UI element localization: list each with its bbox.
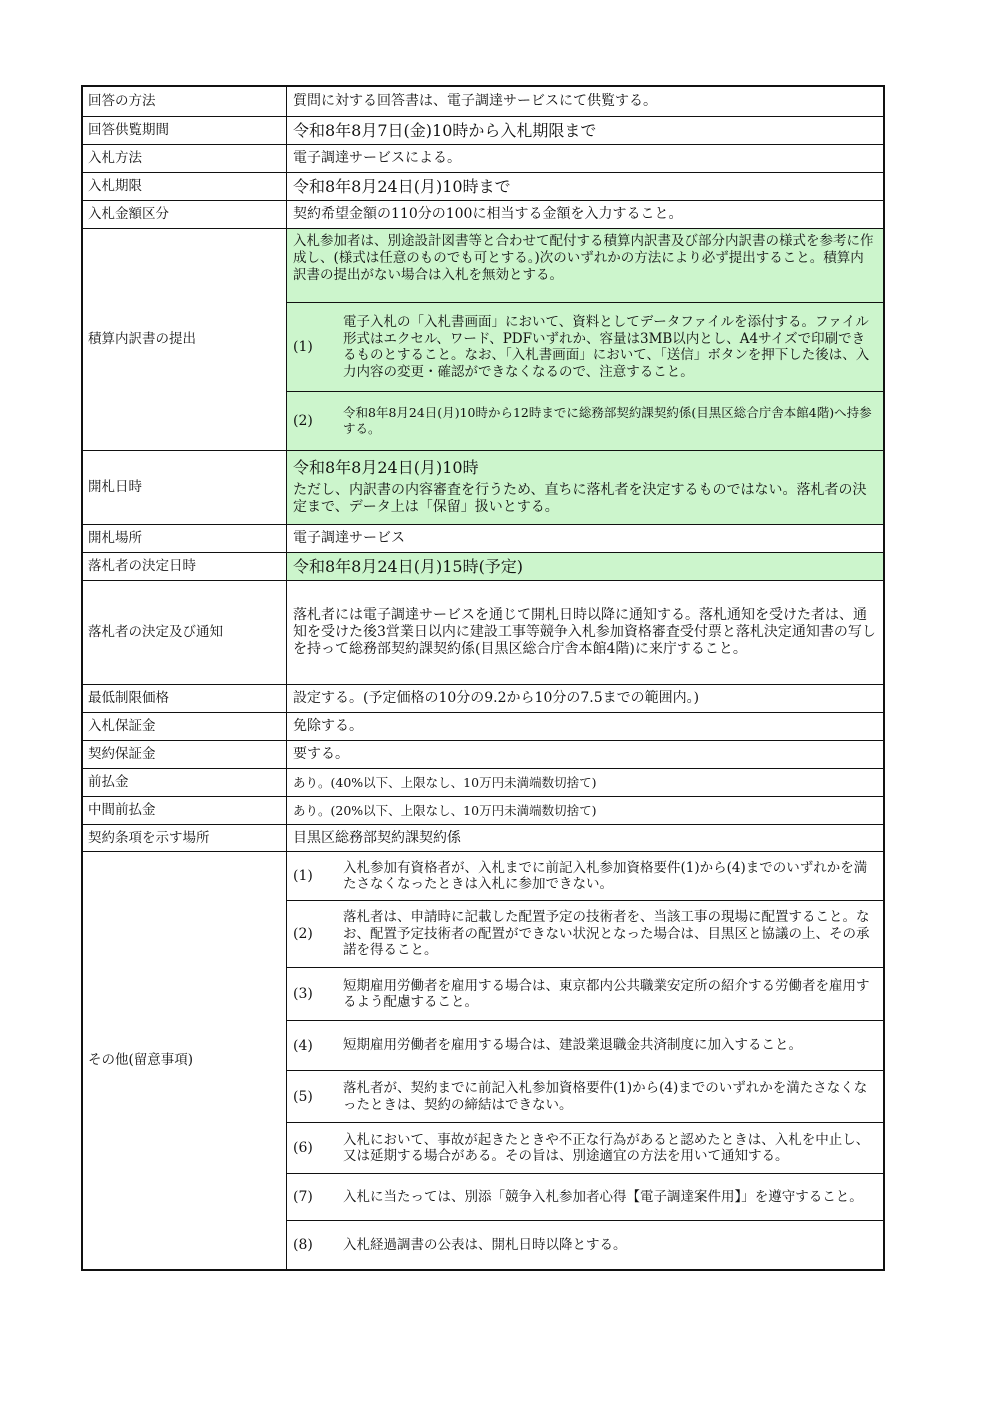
row-label: 契約条項を示す場所 <box>83 825 287 851</box>
row-value: 質問に対する回答書は、電子調達サービスにて供覧する。 <box>293 93 657 109</box>
other-item <box>287 1020 883 1070</box>
row-label: 開札場所 <box>83 525 287 552</box>
row-label: 積算内訳書の提出 <box>83 229 287 450</box>
estimate-item <box>287 302 883 391</box>
item-text: 短期雇用労働者を雇用する場合は、建設業退職金共済制度に加入すること。 <box>343 1037 802 1054</box>
table-row <box>83 200 883 228</box>
bid-info-table <box>81 85 885 1271</box>
table-row <box>83 768 883 796</box>
row-label: 入札保証金 <box>83 713 287 740</box>
item-text: 電子入札の「入札書画面」において、資料としてデータファイルを添付する。ファイル形式はエクセル、ワード、PDFいずれか、容量は3MB以内とし、A4サイズで印刷できるものとすること。なお、「入札書画面」において、「送信」ボタンを押下した後は、入力内容の変更・確認ができなくなるので、注意すること。 <box>343 314 870 380</box>
table-row <box>83 172 883 200</box>
estimate-item <box>287 391 883 450</box>
other-item <box>287 900 883 967</box>
item-number: (1) <box>293 868 313 884</box>
other-item <box>287 967 883 1020</box>
row-label: 入札方法 <box>83 145 287 172</box>
other-item <box>287 852 883 900</box>
estimate-intro: 入札参加者は、別途設計図書等と合わせて配付する積算内訳書及び部分内訳書の様式を参考に作成し、(様式は任意のものでも可とする。)次のいずれかの方法により必ず提出すること。積算内訳書の提出がない場合は入札を無効とする。 <box>293 233 874 283</box>
other-item <box>287 1173 883 1220</box>
table-row <box>83 228 883 450</box>
table-row <box>83 87 883 116</box>
table-row <box>83 740 883 768</box>
row-value: 要する。 <box>293 746 349 762</box>
table-row <box>83 796 883 824</box>
item-text: 令和8年8月24日(月)10時から12時までに総務部契約課契約係(目黒区総合庁舎本館4階)へ持参する。 <box>343 404 872 436</box>
row-label: 落札者の決定及び通知 <box>83 581 287 684</box>
row-value: 電子調達サービス <box>293 530 405 546</box>
row-label: その他(留意事項) <box>83 852 287 1269</box>
row-label: 落札者の決定日時 <box>83 553 287 580</box>
item-text: 落札者は、申請時に記載した配置予定の技術者を、当該工事の現場に配置すること。なお、配置予定技術者の配置ができない状況となった場合は、目黒区と協議の上、その承諾を得ること。 <box>343 909 870 959</box>
other-item <box>287 1122 883 1173</box>
item-number: (6) <box>293 1140 313 1156</box>
row-value: 目黒区総務部契約課契約係 <box>293 829 461 846</box>
table-row <box>83 824 883 851</box>
item-number: (2) <box>293 926 313 942</box>
item-text: 落札者が、契約までに前記入札参加資格要件(1)から(4)までのいずれかを満たさなくなったときは、契約の締結はできない。 <box>343 1080 868 1113</box>
row-value: あり。(40%以下、上限なし、10万円未満端数切捨て) <box>293 775 597 790</box>
item-text: 入札経過調書の公表は、開札日時以降とする。 <box>343 1236 627 1253</box>
table-row <box>83 116 883 144</box>
row-label: 契約保証金 <box>83 741 287 768</box>
other-items <box>287 852 883 1269</box>
estimate-content <box>287 229 883 450</box>
row-label: 入札期限 <box>83 173 287 200</box>
row-label: 回答の方法 <box>83 87 287 116</box>
item-number: (8) <box>293 1237 313 1253</box>
row-value: あり。(20%以下、上限なし、10万円未満端数切捨て) <box>293 803 597 818</box>
item-text: 入札において、事故が起きたときや不正な行為があると認めたときは、入札を中止し、又は延期する場合がある。その旨は、別途適宜の方法を用いて通知する。 <box>343 1131 870 1164</box>
table-row <box>83 851 883 1269</box>
row-value: 令和8年8月7日(金)10時から入札期限まで <box>293 121 597 140</box>
row-value: 契約希望金額の110分の100に相当する金額を入力すること。 <box>293 206 683 222</box>
item-number: (4) <box>293 1037 313 1054</box>
row-value: 電子調達サービスによる。 <box>293 150 461 166</box>
row-label: 開札日時 <box>83 451 287 524</box>
item-number: (3) <box>293 986 313 1002</box>
item-number: (5) <box>293 1088 313 1105</box>
row-label: 最低制限価格 <box>83 685 287 712</box>
table-row <box>83 580 883 684</box>
other-item <box>287 1220 883 1269</box>
table-row <box>83 712 883 740</box>
opening-datetime: 令和8年8月24日(月)10時 <box>293 458 479 477</box>
table-row <box>83 450 883 524</box>
row-value: 令和8年8月24日(月)15時(予定) <box>287 553 883 580</box>
item-text: 入札参加有資格者が、入札までに前記入札参加資格要件(1)から(4)までのいずれかを満たさなくなったときは入札に参加できない。 <box>343 859 868 892</box>
row-label: 中間前払金 <box>83 797 287 824</box>
row-label: 前払金 <box>83 769 287 796</box>
item-text: 短期雇用労働者を雇用する場合は、東京都内公共職業安定所の紹介する労働者を雇用するよう配慮すること。 <box>343 977 870 1010</box>
row-value: 令和8年8月24日(月)10時まで <box>293 177 511 196</box>
table-row <box>83 524 883 552</box>
table-row <box>83 552 883 580</box>
table-row <box>83 684 883 712</box>
row-value <box>287 451 883 524</box>
row-label: 回答供覧期間 <box>83 117 287 144</box>
row-value: 免除する。 <box>293 718 363 734</box>
row-value: 設定する。(予定価格の10分の9.2から10分の7.5までの範囲内。) <box>293 690 700 706</box>
item-number: (7) <box>293 1189 313 1205</box>
row-value: 落札者には電子調達サービスを通じて開札日時以降に通知する。落札通知を受けた者は、通知を受けた後3営業日以内に建設工事等競争入札参加資格審査受付票と落札決定通知書の写しを持って総務部契約課契約係(目黒区総合庁舎本館4階)に来庁すること。 <box>293 607 876 657</box>
item-text: 入札に当たっては、別添「競争入札参加者心得【電子調達案件用】」を遵守すること。 <box>343 1188 863 1205</box>
other-item <box>287 1070 883 1122</box>
item-number: (2) <box>293 413 313 429</box>
table-row <box>83 144 883 172</box>
item-number: (1) <box>293 339 313 355</box>
opening-note: ただし、内訳書の内容審査を行うため、直ちに落札者を決定するものではない。落札者の決定まで、データ上は「保留」扱いとする。 <box>293 482 867 515</box>
row-label: 入札金額区分 <box>83 201 287 228</box>
